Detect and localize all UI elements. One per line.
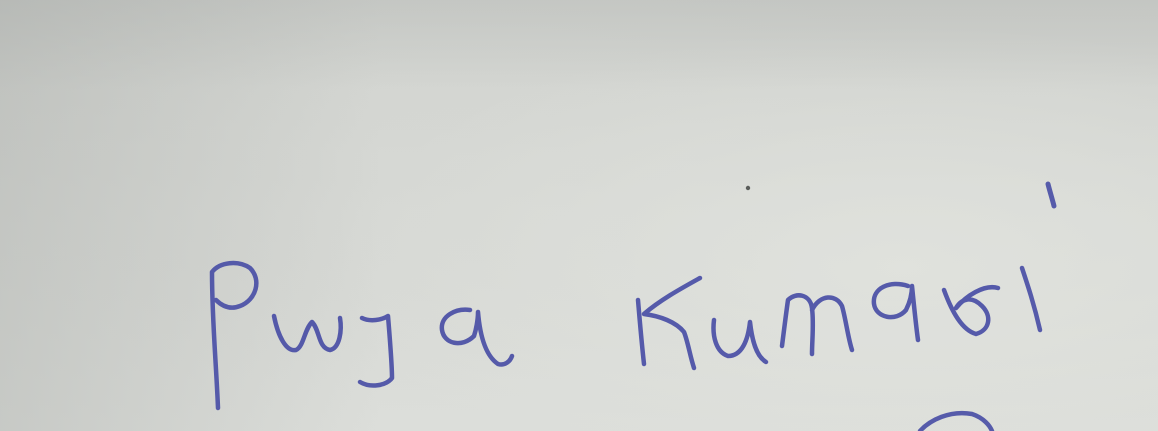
letter-a bbox=[442, 310, 512, 365]
letter-i bbox=[1022, 268, 1040, 330]
letter-K-arms bbox=[644, 278, 700, 368]
letter-P bbox=[212, 263, 256, 408]
paper-speck bbox=[746, 186, 750, 190]
letter-w bbox=[274, 316, 341, 350]
letter-a2 bbox=[874, 284, 918, 340]
letter-i-dot bbox=[1048, 184, 1054, 206]
letter-K bbox=[638, 300, 644, 364]
letter-j bbox=[360, 316, 392, 385]
letter-u bbox=[714, 320, 766, 362]
letter-r bbox=[944, 287, 998, 334]
partial-stroke-bottom bbox=[920, 413, 992, 431]
letter-m bbox=[782, 295, 852, 354]
